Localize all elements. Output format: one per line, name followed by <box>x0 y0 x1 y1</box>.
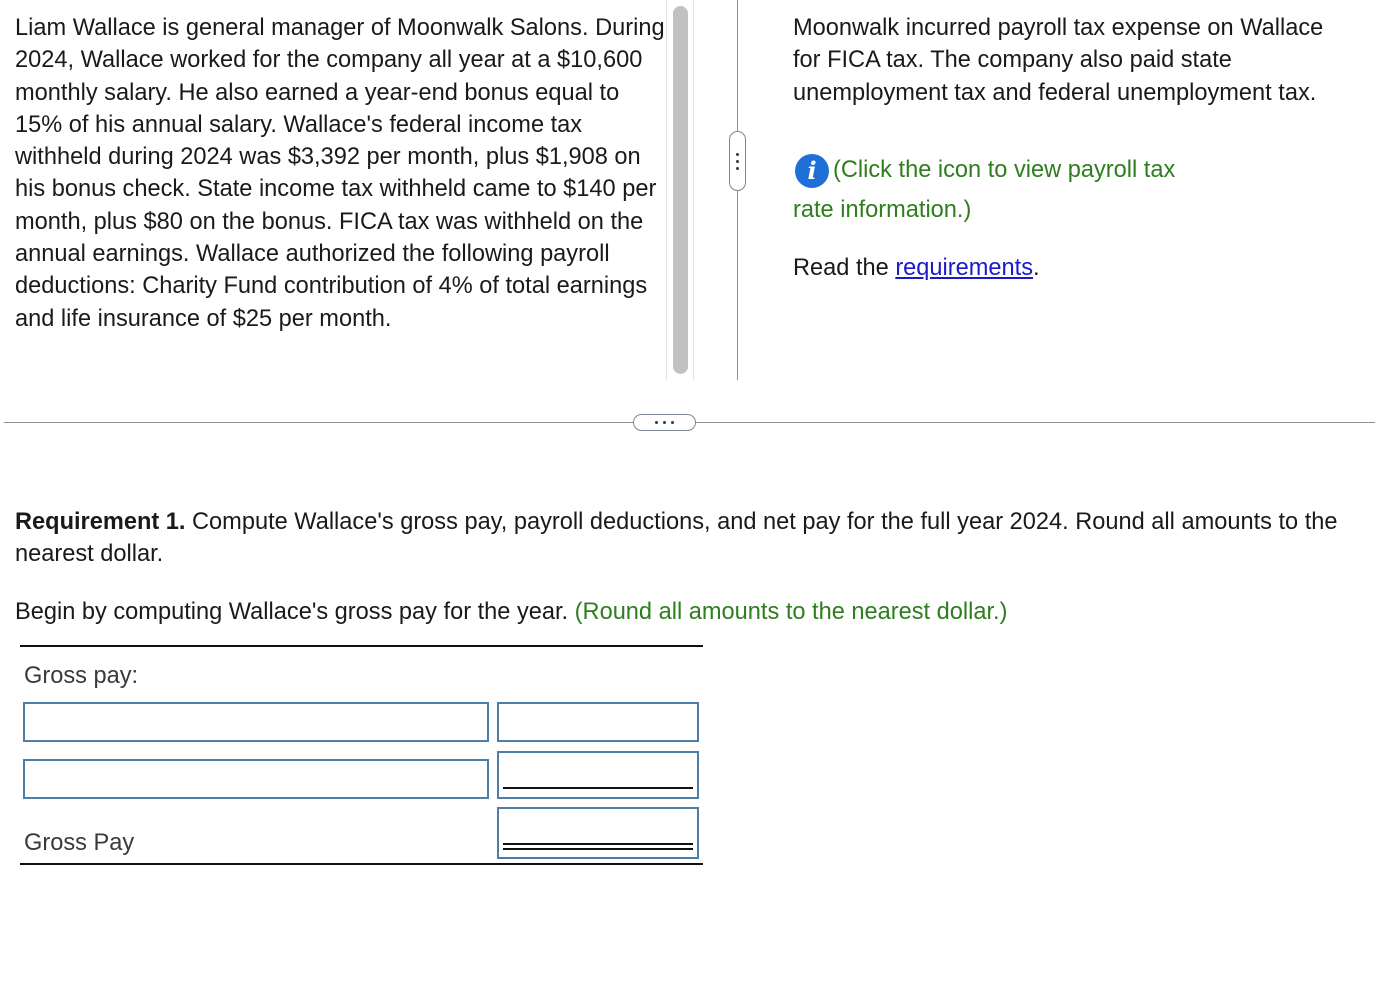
gross-pay-row-2-label-input[interactable] <box>23 759 489 799</box>
problem-statement: Liam Wallace is general manager of Moonwalk Salons. During 2024, Wallace worked for the company all year at a $10,600 monthly salary. He also earned a year-end bonus equal to 15% of his annual salary. Wallace's federal income tax withheld during 2024 was $3,392 per month, plus $1,908 on his bonus check. State income tax withheld came to $140 per month, plus $80 on the bonus. FICA tax was withheld on the annual earnings. Wallace authorized the following payroll deductions: Charity Fund contribution of 4% of total earnings and life insurance of $25 per month. <box>15 15 665 332</box>
double-underline-top <box>503 843 693 845</box>
worksheet-top-rule <box>20 645 703 647</box>
gross-pay-row-2-amount-input[interactable] <box>497 751 699 799</box>
requirements-link[interactable]: requirements <box>895 255 1034 281</box>
handle-dot <box>663 421 666 424</box>
handle-dot <box>736 153 739 156</box>
double-underline-bottom <box>503 848 693 850</box>
gross-pay-total-label: Gross Pay <box>24 830 135 856</box>
rounding-hint: (Round all amounts to the nearest dollar.) <box>574 599 1008 625</box>
gross-pay-header: Gross pay: <box>24 663 139 689</box>
requirement-label: Requirement 1. <box>15 509 186 535</box>
info-hint-line2: rate information.) <box>793 197 972 223</box>
info-hint-line1: (Click the icon to view payroll tax <box>833 157 1176 183</box>
read-requirements <box>793 252 1040 284</box>
horizontal-splitter-handle[interactable] <box>633 414 696 431</box>
read-prefix: Read the <box>793 255 896 281</box>
info-line-1 <box>793 148 1175 192</box>
requirement-text: Compute Wallace's gross pay, payroll deductions, and net pay for the full year 2024. Round all amounts to the nearest dollar. <box>15 509 1338 567</box>
read-suffix: . <box>1033 255 1040 281</box>
gross-pay-total-input[interactable] <box>497 807 699 859</box>
info-icon[interactable]: i <box>795 154 829 188</box>
requirement-1 <box>15 506 1360 570</box>
handle-dot <box>671 421 674 424</box>
gross-pay-row-1-label-input[interactable] <box>23 702 489 742</box>
begin-instruction <box>15 596 1360 628</box>
payroll-tax-statement: Moonwalk incurred payroll tax expense on Wallace for FICA tax. The company also paid state unemployment tax and federal unemployment tax. <box>793 15 1324 106</box>
gross-pay-row-1-amount-input[interactable] <box>497 702 699 742</box>
handle-dot <box>736 167 739 170</box>
begin-text: Begin by computing Wallace's gross pay for the year. <box>15 599 575 625</box>
single-underline <box>503 787 693 789</box>
handle-dot <box>655 421 658 424</box>
worksheet-bottom-rule <box>20 863 703 865</box>
vertical-splitter-handle[interactable] <box>729 131 746 191</box>
problem-scrollbar-thumb[interactable] <box>673 6 688 374</box>
handle-dot <box>736 160 739 163</box>
